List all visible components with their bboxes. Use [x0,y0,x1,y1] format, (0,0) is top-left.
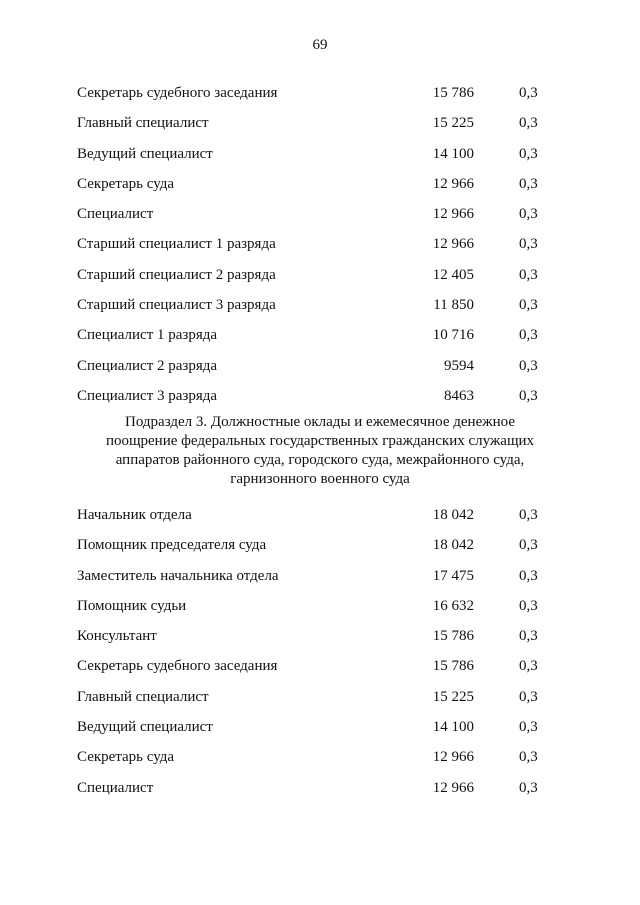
bonus-coefficient: 0,3 [519,537,538,554]
bonus-coefficient: 0,3 [519,779,538,796]
position-title: Старший специалист 3 разряда [77,297,276,314]
subsection-heading [80,413,560,489]
bonus-coefficient: 0,3 [519,115,538,132]
position-title: Секретарь суда [77,175,175,192]
bonus-coefficient: 0,3 [519,567,538,584]
bonus-coefficient: 0,3 [519,719,538,736]
table-row [0,325,640,355]
subsection-heading-line: гарнизонного военного суда [230,471,410,487]
table-row [0,144,640,174]
position-title: Главный специалист [77,688,209,705]
salary-value: 12 966 [432,206,474,223]
salary-value: 15 225 [432,115,474,132]
bonus-coefficient: 0,3 [519,507,538,523]
position-title: Старший специалист 1 разряда [77,236,276,253]
salary-table-2 [0,505,640,808]
table-row [0,687,640,717]
salary-value: 12 966 [432,175,474,192]
salary-value: 15 786 [432,658,474,675]
table-row [0,204,640,234]
bonus-coefficient: 0,3 [519,688,538,705]
bonus-coefficient: 0,3 [519,597,538,614]
position-title: Главный специалист [77,115,209,132]
table-row [0,174,640,204]
table-row [0,295,640,325]
salary-value: 10 716 [432,327,474,344]
salary-value: 14 100 [432,145,474,162]
table-row [0,113,640,143]
subsection-heading-line: аппаратов районного суда, городского суда, межрайонного суда, [115,452,525,468]
table-row [0,83,640,113]
table-row [0,356,640,386]
salary-value: 12 966 [432,779,474,796]
bonus-coefficient: 0,3 [519,85,538,101]
salary-value: 12 966 [432,749,474,766]
bonus-coefficient: 0,3 [519,327,538,344]
position-title: Ведущий специалист [77,145,213,162]
table-row [0,234,640,264]
bonus-coefficient: 0,3 [519,387,538,404]
bonus-coefficient: 0,3 [519,236,538,253]
salary-value: 14 100 [432,719,474,736]
position-title: Помощник судьи [77,597,187,614]
salary-table-1 [0,83,640,416]
table-row [0,505,640,535]
bonus-coefficient: 0,3 [519,297,538,314]
position-title: Специалист [77,206,154,223]
table-row [0,656,640,686]
salary-value: 16 632 [432,597,474,614]
position-title: Ведущий специалист [77,719,213,736]
table-row [0,265,640,295]
salary-value: 15 786 [432,85,474,101]
salary-value: 18 042 [432,507,474,523]
salary-value: 9594 [444,357,474,374]
position-title: Специалист 2 разряда [77,357,218,374]
bonus-coefficient: 0,3 [519,749,538,766]
position-title: Специалист 1 разряда [77,327,218,344]
table-row [0,626,640,656]
position-title: Секретарь судебного заседания [77,658,278,675]
position-title: Секретарь суда [77,749,175,766]
salary-value: 11 850 [433,297,474,314]
salary-value: 8463 [444,387,474,404]
salary-value: 15 225 [432,688,474,705]
position-title: Начальник отдела [77,507,192,523]
bonus-coefficient: 0,3 [519,206,538,223]
salary-value: 17 475 [432,567,474,584]
position-title: Заместитель начальника отдела [77,567,279,584]
position-title: Специалист 3 разряда [77,387,218,404]
position-title: Старший специалист 2 разряда [77,266,276,283]
table-row [0,386,640,416]
page-number: 69 [312,37,328,53]
table-row [0,747,640,777]
table-row [0,535,640,565]
bonus-coefficient: 0,3 [519,145,538,162]
position-title: Консультант [77,628,157,645]
salary-value: 15 786 [432,628,474,645]
table-row [0,778,640,808]
table-row [0,717,640,747]
bonus-coefficient: 0,3 [519,357,538,374]
position-title: Помощник председателя суда [77,537,267,554]
bonus-coefficient: 0,3 [519,266,538,283]
subsection-heading-line: поощрение федеральных государственных гражданских служащих [105,433,535,449]
position-title: Специалист [77,779,154,796]
bonus-coefficient: 0,3 [519,175,538,192]
bonus-coefficient: 0,3 [519,628,538,645]
subsection-heading-line: Подраздел 3. Должностные оклады и ежемесячное денежное [125,414,515,430]
table-row [0,596,640,626]
table-row [0,566,640,596]
bonus-coefficient: 0,3 [519,658,538,675]
salary-value: 18 042 [432,537,474,554]
position-title: Секретарь судебного заседания [77,85,278,101]
salary-value: 12 966 [432,236,474,253]
salary-value: 12 405 [432,266,474,283]
